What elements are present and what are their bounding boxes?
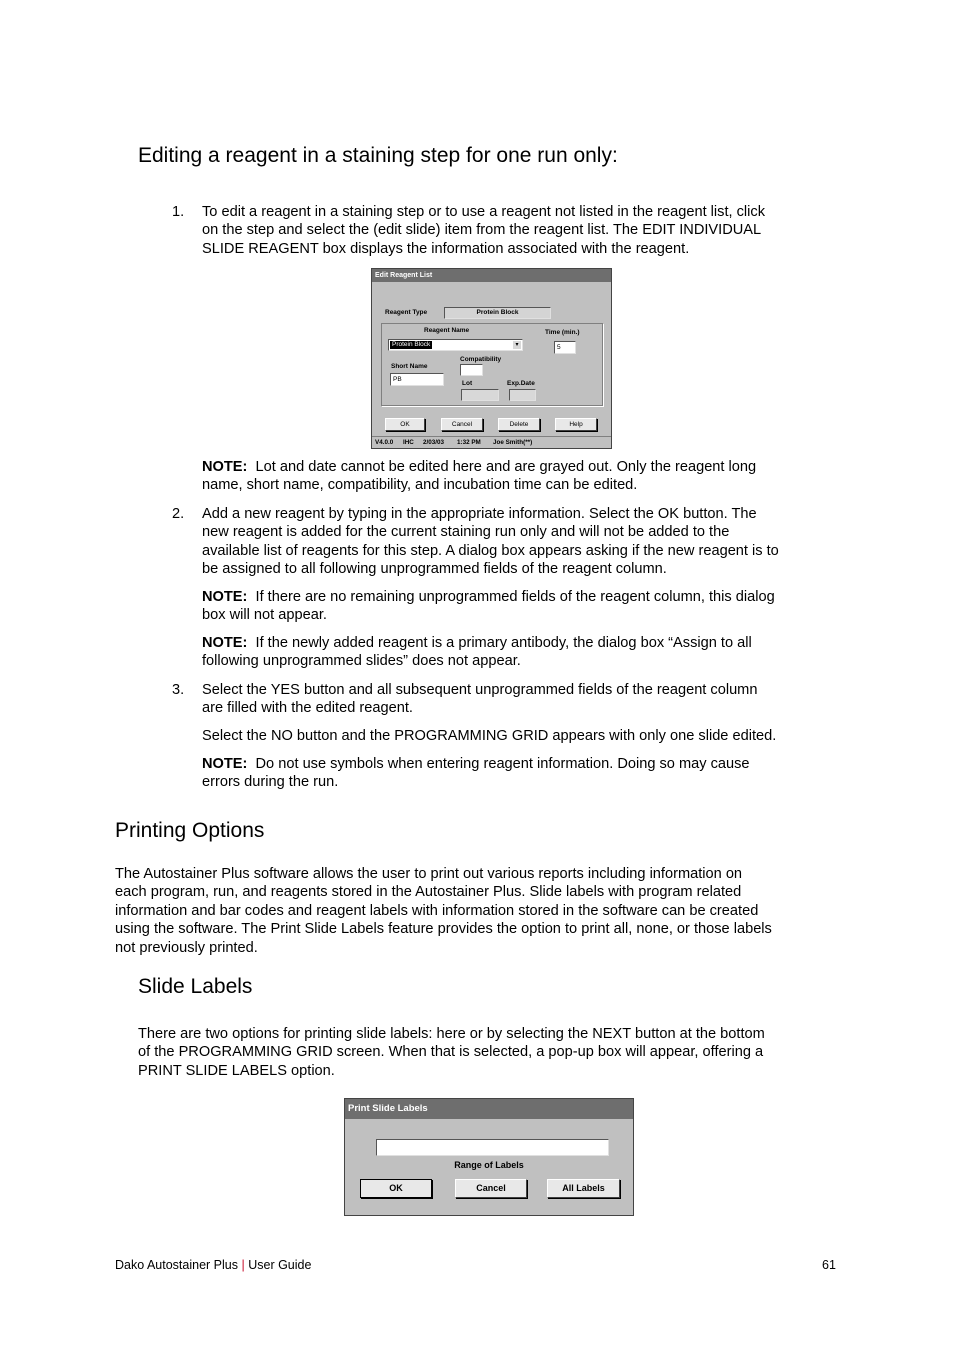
section-heading-editing: Editing a reagent in a staining step for one run only: <box>138 144 618 167</box>
all-labels-button[interactable]: All Labels <box>547 1179 620 1198</box>
text-line: errors during the run. <box>202 774 339 791</box>
chevron-down-icon[interactable]: ▾ <box>513 341 521 349</box>
text-line: Lot and date cannot be edited here and are grayed out. Only the reagent long <box>255 459 757 475</box>
exp-date-field <box>509 389 536 401</box>
exp-date-label: Exp.Date <box>507 380 535 387</box>
reagent-name-value: Protein Block <box>392 341 431 348</box>
ok-button[interactable]: OK <box>385 418 425 431</box>
footer-product: Dako Autostainer Plus <box>115 1258 238 1272</box>
dialog-title: Print Slide Labels <box>345 1099 633 1119</box>
text-line: on the step and select the (edit slide) item from the reagent list. The EDIT INDIVIDUAL <box>202 222 762 239</box>
cancel-button[interactable]: Cancel <box>455 1179 527 1198</box>
text-line: available list of reagents for this step. A dialog box appears asking if the new reagent is to <box>202 542 779 559</box>
text-line: name, short name, compatibility, and incubation time can be edited. <box>202 477 638 494</box>
step-3-extra: Select the NO button and the PROGRAMMING GRID appears with only one slide edited. <box>202 728 777 744</box>
step-2-text <box>202 505 779 579</box>
label-range-field[interactable] <box>376 1139 609 1156</box>
footer-separator: | <box>241 1258 245 1272</box>
note-label: NOTE: <box>202 459 248 475</box>
text-line: following unprogrammed slides” does not appear. <box>202 653 521 670</box>
footer-left <box>115 1258 311 1272</box>
status-time: 1:32 PM <box>457 439 481 446</box>
text-line: SLIDE REAGENT box displays the information associated with the reagent. <box>202 240 690 257</box>
dialog-title: Edit Reagent List <box>372 269 611 282</box>
section-heading-slide-labels: Slide Labels <box>138 975 253 998</box>
text-line: not previously printed. <box>115 939 258 956</box>
step-1-text <box>202 203 765 258</box>
note-label: NOTE: <box>202 756 248 772</box>
text-line: box will not appear. <box>202 607 327 624</box>
footer-guide: User Guide <box>248 1258 312 1272</box>
reagent-type-field: Protein Block <box>444 307 551 319</box>
text-line: To edit a reagent in a staining step or to use a reagent not listed in the reagent list, click <box>202 204 766 220</box>
status-version: V4.0.0 <box>375 439 394 446</box>
short-name-field[interactable]: PB <box>390 373 444 386</box>
range-of-labels-label: Range of Labels <box>454 1160 524 1170</box>
status-bar <box>372 436 611 449</box>
note-2 <box>202 588 775 625</box>
cancel-button[interactable]: Cancel <box>441 418 483 431</box>
ok-button[interactable]: OK <box>360 1179 432 1198</box>
text-line: using the software. The Print Slide Labels feature provides the option to print all, none, or those labels <box>115 921 772 938</box>
status-mode: IHC <box>403 439 414 446</box>
text-line: Do not use symbols when entering reagent information. Doing so may cause <box>255 756 750 772</box>
note-4 <box>202 755 750 792</box>
text-line: be assigned to all following unprogrammed fields of the reagent column. <box>202 561 667 578</box>
text-line: The Autostainer Plus software allows the user to print out various reports including information on <box>115 866 743 882</box>
reagent-type-label: Reagent Type <box>385 309 428 316</box>
note-3 <box>202 634 752 671</box>
text-line: information and bar codes and reagent labels with information stored in the software can be created <box>115 902 759 919</box>
text-line: new reagent is added for the current staining run only and will not be added to the <box>202 524 730 541</box>
step-number: 1. <box>172 204 185 220</box>
step-number: 3. <box>172 682 185 698</box>
help-button[interactable]: Help <box>555 418 597 431</box>
printing-paragraph <box>115 865 772 957</box>
page-number: 61 <box>822 1258 836 1272</box>
compatibility-field[interactable] <box>460 364 483 376</box>
status-user: Joe Smith(**) <box>493 439 533 446</box>
note-label: NOTE: <box>202 589 248 605</box>
slide-labels-paragraph <box>138 1025 765 1080</box>
step-number: 2. <box>172 506 185 522</box>
delete-button[interactable]: Delete <box>498 418 540 431</box>
reagent-name-label: Reagent Name <box>424 327 470 334</box>
text-line: of the PROGRAMMING GRID screen. When that is selected, a pop-up box will appear, offering a <box>138 1044 764 1061</box>
text-line: Select the YES button and all subsequent unprogrammed fields of the reagent column <box>202 682 758 698</box>
lot-label: Lot <box>462 380 473 387</box>
edit-reagent-dialog <box>371 268 612 449</box>
compatibility-label: Compatibility <box>460 356 502 363</box>
text-line: each program, run, and reagents stored in the Autostainer Plus. Slide labels with program related <box>115 884 742 901</box>
text-line: If the newly added reagent is a primary antibody, the dialog box “Assign to all <box>255 635 752 651</box>
short-name-label: Short Name <box>391 363 428 370</box>
section-heading-printing: Printing Options <box>115 819 265 842</box>
text-line: are filled with the edited reagent. <box>202 700 413 717</box>
status-date: 2/03/03 <box>423 439 445 446</box>
time-label: Time (min.) <box>545 329 580 336</box>
text-line: PRINT SLIDE LABELS option. <box>138 1062 335 1079</box>
note-1 <box>202 458 756 495</box>
text-line: Add a new reagent by typing in the appropriate information. Select the OK button. The <box>202 506 757 522</box>
text-line: There are two options for printing slide labels: here or by selecting the NEXT button at the bottom <box>138 1026 765 1042</box>
step-3-text <box>202 681 757 718</box>
lot-field <box>461 389 499 401</box>
text-line: If there are no remaining unprogrammed fields of the reagent column, this dialog <box>255 589 775 605</box>
time-field[interactable]: 5 <box>554 341 576 354</box>
print-slide-labels-dialog <box>344 1098 634 1216</box>
reagent-name-select[interactable] <box>388 339 523 351</box>
note-label: NOTE: <box>202 635 248 651</box>
